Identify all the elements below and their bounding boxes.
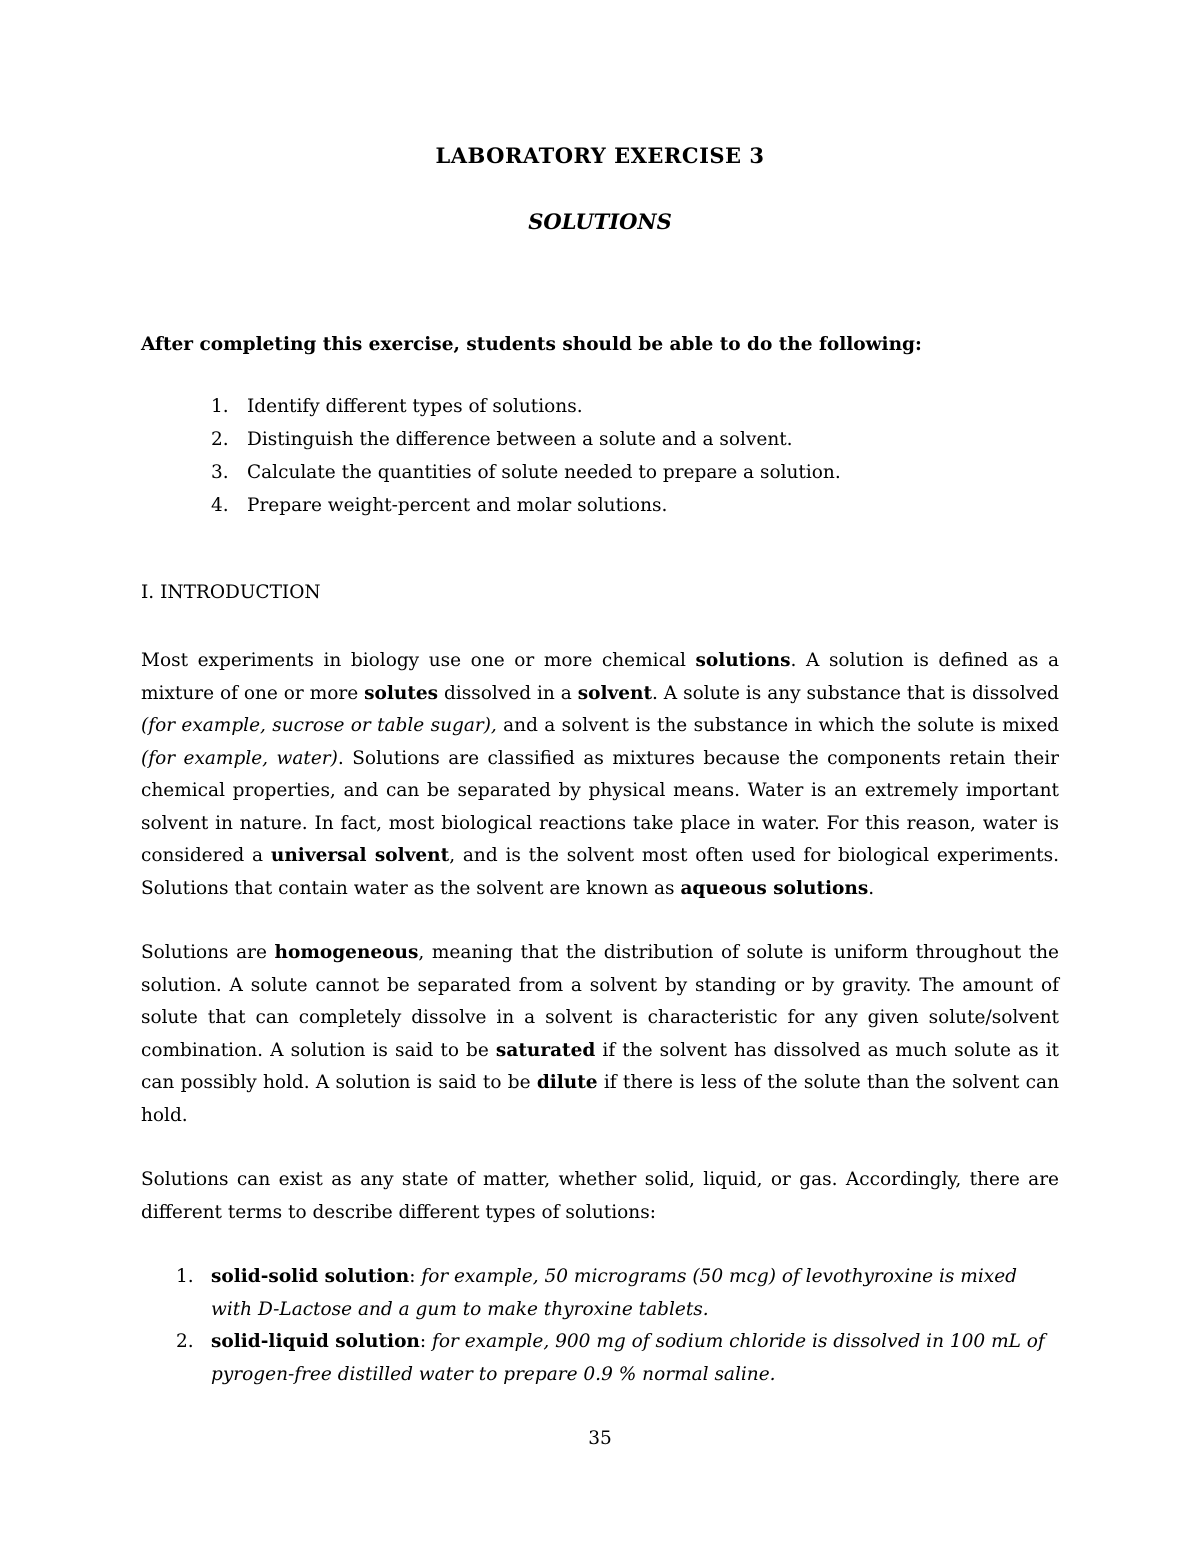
list-item <box>141 1261 1059 1326</box>
term-solutions: solutions <box>695 650 791 671</box>
text-run: , meaning that the distribution of solute is uniform throughout the solution. A solute cannot be separated from a solvent by standing or by gravity. The amount of solute that can completely dissolve in a solvent is characteristic for any given solute/solvent combination. A solution is said to be <box>141 942 1060 1061</box>
intro-paragraph-3: Solutions can exist as any state of matter, whether solid, liquid, or gas. Accordingly, there are different terms to describe different types of solutions: <box>141 1169 1059 1223</box>
text-run: Most experiments in biology use one or more chemical <box>141 650 696 671</box>
page-number: 35 <box>588 1428 612 1449</box>
text-run: , and is the solvent most often used for biological experiments. Solutions that contain water as the solvent are known as <box>141 845 1059 899</box>
list-text: Prepare weight-percent and molar solutions. <box>247 495 668 516</box>
type-separator: : <box>409 1266 422 1287</box>
term-universal-solvent: universal solvent <box>270 845 450 866</box>
objectives-list <box>141 390 1059 522</box>
objectives-heading: After completing this exercise, students should be able to do the following: <box>141 334 922 355</box>
list-number: 2. <box>211 429 229 450</box>
list-number: 1. <box>176 1266 194 1287</box>
page-subtitle: SOLUTIONS <box>528 209 672 234</box>
list-item <box>141 423 1059 456</box>
list-number: 1. <box>211 396 229 417</box>
list-number: 4. <box>211 495 229 516</box>
type-example: for example, 900 mg of sodium chloride is dissolved in 100 mL of pyrogen-free distilled water to prepare 0.9 % normal saline. <box>211 1331 1045 1385</box>
list-number: 2. <box>176 1331 194 1352</box>
term-saturated: saturated <box>495 1039 596 1061</box>
page-title: LABORATORY EXERCISE 3 <box>435 143 765 168</box>
text-run: . <box>868 877 875 899</box>
term-homogeneous: homogeneous <box>274 942 419 963</box>
text-run: if there is less of the solute than the solvent can hold. <box>141 1072 1059 1126</box>
text-run: if the solvent has dissolved as much solute as it can possibly hold. A solution is said to be <box>141 1039 1059 1093</box>
solution-types-list <box>141 1261 1059 1391</box>
list-item <box>141 456 1059 489</box>
term-dilute: dilute <box>536 1072 598 1093</box>
list-text: Distinguish the difference between a solute and a solvent. <box>247 429 793 450</box>
intro-paragraph-2 <box>141 937 1059 1132</box>
term-aqueous-solutions: aqueous solutions <box>680 877 869 899</box>
text-run: dissolved in a <box>438 682 578 704</box>
text-run: . A solute is any substance that is dissolved <box>652 682 1059 704</box>
type-term: solid-solid solution <box>211 1266 410 1287</box>
term-solvent: solvent <box>577 682 652 704</box>
list-item <box>141 390 1059 423</box>
type-example: for example, 50 micrograms (50 mcg) of levothyroxine is mixed with D-Lactose and a gum to make thyroxine tablets. <box>211 1266 1017 1320</box>
example-text: (for example, sucrose or table sugar), <box>141 715 497 736</box>
type-separator: : <box>419 1331 432 1352</box>
list-text: Identify different types of solutions. <box>247 396 583 417</box>
intro-paragraph-1 <box>141 645 1059 905</box>
text-run: and a solvent is the substance in which the solute is mixed <box>496 715 1059 736</box>
list-text: Calculate the quantities of solute needed to prepare a solution. <box>247 462 841 483</box>
text-run: . A solution is defined as a mixture of one or more <box>141 650 1059 704</box>
example-text: (for example, water) <box>141 747 338 769</box>
type-term: solid-liquid solution <box>211 1331 420 1352</box>
list-item <box>141 489 1059 522</box>
term-solutes: solutes <box>364 682 439 704</box>
section-heading: I. INTRODUCTION <box>141 582 321 603</box>
text-run: Solutions are <box>141 942 275 963</box>
text-run: . Solutions are classified as mixtures because the components retain their chemical properties, and can be separated by physical means. Water is an extremely important solvent in nature. In fact, most biological reactions take place in water. For this reason, water is considered a <box>141 747 1059 866</box>
list-number: 3. <box>211 462 229 483</box>
list-item <box>141 1326 1059 1391</box>
